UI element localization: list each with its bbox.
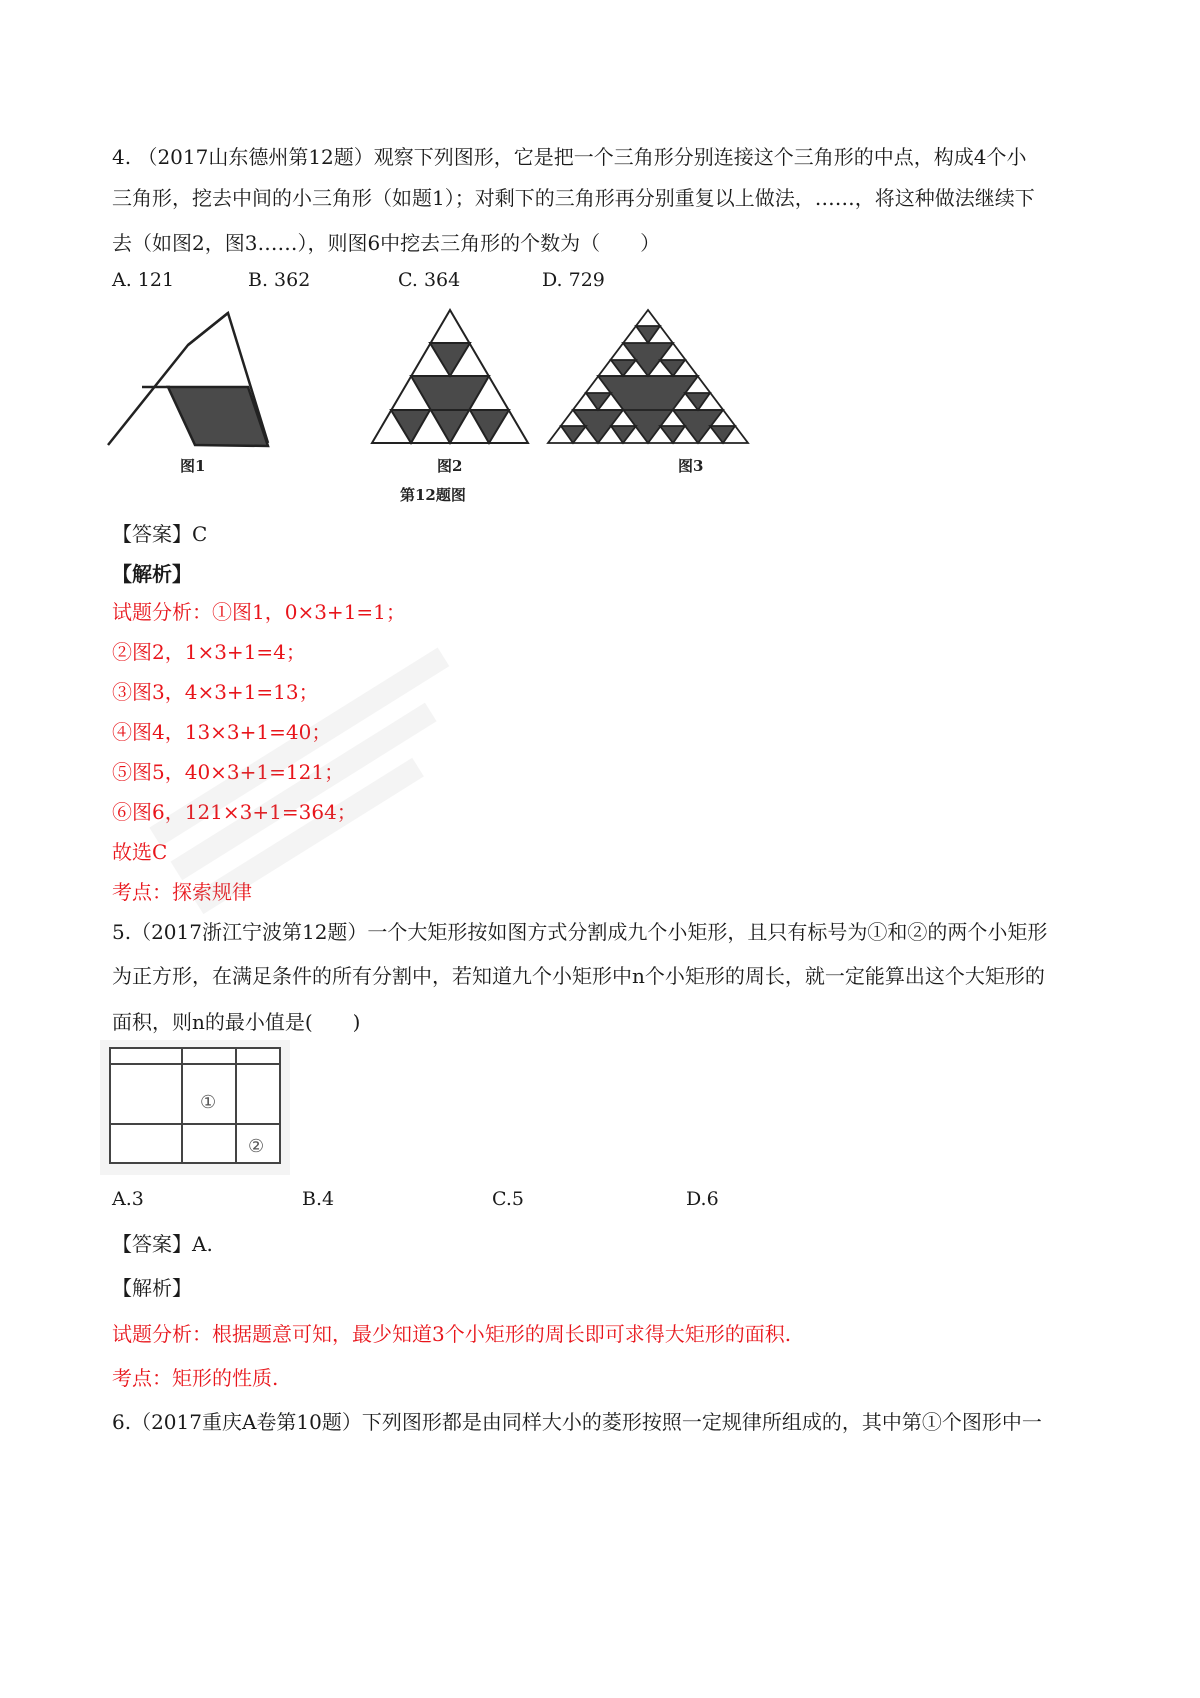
figure-title: 第12题图 (400, 486, 466, 504)
q4-option-d: D. 729 (542, 269, 605, 291)
figure-2 (372, 310, 528, 443)
q5-option-a: A.3 (112, 1188, 144, 1210)
figure-1 (108, 313, 268, 446)
q4-point: 考点：探索规律 (112, 880, 252, 904)
figure-2-caption: 图2 (437, 457, 463, 475)
q4-stem-line-1: 4. （2017山东德州第12题）观察下列图形，它是把一个三角形分别连接这个三角形的中点，构成4个小 (112, 145, 1027, 169)
q4-option-b: B. 362 (248, 269, 311, 291)
q5-analysis: 试题分析：根据题意可知，最少知道3个小矩形的周长即可求得大矩形的面积. (112, 1322, 792, 1346)
q4-stem-line-3: 去（如图2，图3……），则图6中挖去三角形的个数为（ ） (112, 231, 661, 255)
figure-3 (548, 310, 748, 443)
q5-stem-line-3: 面积，则n的最小值是( ) (112, 1010, 361, 1034)
figure-3-caption: 图3 (678, 457, 704, 475)
q5-option-c: C.5 (492, 1188, 524, 1210)
q5-stem-line-1: 5.（2017浙江宁波第12题）一个大矩形按如图方式分割成九个小矩形，且只有标号为①和②的两个小矩形 (112, 920, 1048, 944)
q5-grid-figure (100, 1040, 290, 1175)
q5-answer: 【答案】A. (112, 1232, 213, 1256)
q4-analysis-line-7: 故选C (112, 840, 168, 864)
q6-stem-line-1: 6.（2017重庆A卷第10题）下列图形都是由同样大小的菱形按照一定规律所组成的，其中第①个图形中一 (112, 1410, 1042, 1434)
q4-stem-line-2: 三角形，挖去中间的小三角形（如题1）；对剩下的三角形再分别重复以上做法，……，将这种做法继续下 (112, 186, 1035, 210)
q5-stem-line-2: 为正方形，在满足条件的所有分割中，若知道九个小矩形中n个小矩形的周长，就一定能算出这个大矩形的 (112, 964, 1045, 988)
q4-analysis-line-4: ④图4，13×3+1=40； (112, 720, 332, 744)
q5-point: 考点：矩形的性质. (112, 1366, 279, 1390)
q4-option-a: A. 121 (112, 269, 175, 291)
q5-option-b: B.4 (302, 1188, 335, 1210)
q4-analysis-line-1: 试题分析：①图1，0×3+1=1； (112, 600, 406, 624)
q4-answer: 【答案】C (112, 522, 208, 546)
q4-analysis-line-2: ②图2，1×3+1=4； (112, 640, 306, 664)
figure-1-caption: 图1 (180, 457, 206, 475)
q4-analysis-title: 【解析】 (112, 562, 192, 586)
q4-analysis-line-5: ⑤图5，40×3+1=121； (112, 760, 345, 784)
grid-label-1: ① (200, 1092, 217, 1113)
grid-label-2: ② (248, 1136, 265, 1157)
q4-analysis-line-6: ⑥图6，121×3+1=364； (112, 800, 357, 824)
q5-option-d: D.6 (686, 1188, 719, 1210)
q4-analysis-line-3: ③图3，4×3+1=13； (112, 680, 319, 704)
q5-analysis-title: 【解析】 (112, 1276, 192, 1300)
q4-option-c: C. 364 (398, 269, 461, 291)
